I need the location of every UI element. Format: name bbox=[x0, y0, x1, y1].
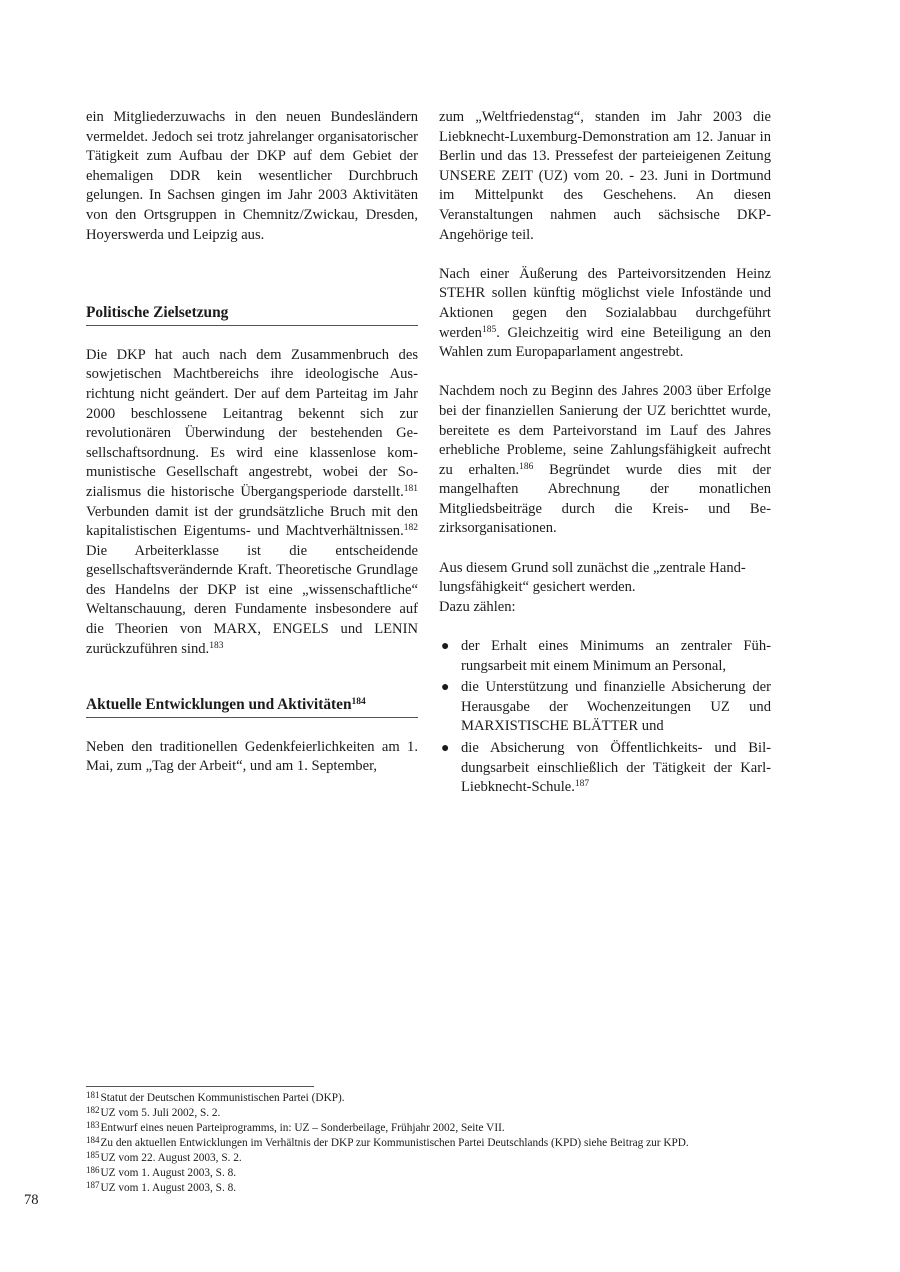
footnote-text: Zu den aktuellen Entwicklungen im Verhältnis der DKP zur Kommunistischen Partei Deutschlands (KPD) siehe Beitrag zur KPD. bbox=[100, 1137, 689, 1149]
heading-political-goals: Politische Zielsetzung bbox=[86, 303, 418, 326]
footnote-number: 185 bbox=[86, 1150, 100, 1160]
footnote-divider bbox=[86, 1086, 314, 1087]
footnote-183 bbox=[86, 1121, 806, 1136]
bullet-icon: ● bbox=[441, 680, 450, 696]
heading-text: Aktuelle Entwicklungen und Aktivitäten bbox=[86, 696, 352, 714]
text-segment: Nach einer Äußerung des Parteivorsitzenden Heinz STEHR sollen künftig möglichst viele Infostände und Aktionen gegen den Sozialabbau durchgeführt werden bbox=[439, 265, 771, 341]
text-segment: Begründet wurde dies mit der mangelhaften Abrechnung der monatlichen Mitgliedsbeiträge durch die Kreis- und Bezirksorganisationen. bbox=[439, 461, 771, 537]
text-segment: Aus diesem Grund soll zunächst die „zentrale Handlungsfähigkeit“ gesichert werden. bbox=[439, 559, 746, 596]
paragraph-central-capacity bbox=[439, 559, 771, 618]
footnote-number: 182 bbox=[86, 1105, 100, 1115]
bullet-list bbox=[439, 637, 771, 798]
footnote-ref-182[interactable]: 182 bbox=[403, 523, 418, 534]
footnote-181 bbox=[86, 1091, 806, 1106]
footnote-text: UZ vom 22. August 2003, S. 2. bbox=[100, 1152, 242, 1164]
footnotes bbox=[86, 1086, 806, 1196]
footnote-number: 183 bbox=[86, 1120, 100, 1130]
bullet-icon: ● bbox=[441, 639, 450, 655]
footnote-number: 184 bbox=[86, 1135, 100, 1145]
bullet-icon: ● bbox=[441, 741, 450, 756]
text-segment: Die Arbeiterklasse ist die entscheidende gesellschaftsverändernde Kraft. Theoretische Grundlage des Handelns der DKP ist eine „wissenschaftliche“ Weltanschauung, deren Fundamente insbesondere auf die Theorien von MARX, ENGELS und LENIN zurückzuführen sind. bbox=[86, 542, 418, 657]
list-item bbox=[439, 739, 771, 798]
paragraph-membership: ein Mitgliederzuwachs in den neuen Bundesländern vermeldet. Jedoch sei trotz jahrelanger organisatorischer Tätigkeit zum Aufbau der DKP auf dem Gebiet der ehemaligen DDR kein wesentlicher Durchbruch gelungen. In Sachsen gingen im Jahr 2003 Aktivitäten von den Ortsgruppen in Chemnitz/Zwickau, Dresden, Hoyerswerda und Leipzig aus. bbox=[86, 109, 418, 243]
left-column bbox=[86, 108, 418, 777]
paragraph-events-start: Neben den traditionellen Gedenkfeierlichkeiten am 1. Mai, zum „Tag der Arbeit“, und am 1. September, bbox=[86, 738, 418, 775]
text-segment: Nachdem noch zu Beginn des Jahres 2003 über Erfolge bei der finanziellen Sanierung der UZ berichttet wurde, bereitete es dem Parteivorstand im Lauf des Jahres erhebliche Probleme, seine Zahlungsfähigkeit aufrecht zu erhalten. bbox=[439, 383, 771, 478]
footnote-text: Entwurf eines neuen Parteiprogramms, in: UZ – Sonderbeilage, Frühjahr 2002, Seite VII. bbox=[100, 1122, 505, 1134]
paragraph-party-chair-statement bbox=[439, 265, 771, 363]
footnote-number: 181 bbox=[86, 1090, 100, 1100]
text-segment: Verbunden damit ist der grundsätzliche Bruch mit den kapitalistischen Eigentums- und Machtverhältnissen. bbox=[86, 503, 418, 540]
footnote-ref-183[interactable]: 183 bbox=[209, 640, 224, 651]
footnote-number: 187 bbox=[86, 1180, 100, 1190]
paragraph-political-goals bbox=[86, 346, 418, 660]
list-item bbox=[439, 637, 771, 676]
heading-current-developments bbox=[86, 695, 418, 718]
paragraph-finances bbox=[439, 382, 771, 539]
text-segment: Dazu zählen: bbox=[439, 598, 516, 615]
footnote-ref-187[interactable]: 187 bbox=[574, 779, 590, 790]
footnote-number: 186 bbox=[86, 1165, 100, 1175]
page-number: 78 bbox=[24, 1192, 39, 1208]
footnote-ref-184[interactable]: 184 bbox=[351, 697, 366, 708]
footnote-ref-186[interactable]: 186 bbox=[519, 461, 534, 472]
footnote-ref-181[interactable]: 181 bbox=[403, 483, 418, 494]
footnote-185 bbox=[86, 1151, 806, 1166]
footnote-text: Statut der Deutschen Kommunistischen Partei (DKP). bbox=[100, 1092, 345, 1104]
right-column bbox=[439, 108, 771, 798]
text-segment: . Gleichzeitig wird eine Beteiligung an den Wahlen zum Europaparlament angestrebt. bbox=[439, 324, 771, 361]
list-item-text: der Erhalt eines Minimums an zentraler Führungsarbeit mit einem Minimum an Personal, bbox=[461, 638, 771, 674]
list-item-text: die Unterstützung und finanzielle Absicherung der Herausgabe der Wochenzeitungen UZ und MARXISTISCHE BLÄTTER und bbox=[461, 679, 771, 735]
footnote-text: UZ vom 1. August 2003, S. 8. bbox=[100, 1182, 237, 1194]
list-item bbox=[439, 678, 771, 737]
paragraph-events-continued: zum „Weltfriedenstag“, standen im Jahr 2003 die Liebknecht-Luxemburg-Demonstration am 12. Januar in Berlin und das 13. Pressefest der parteieigenen Zeitung UNSERE ZEIT (UZ) vom 20. - 23. Juni in Dortmund im Mittelpunkt des Geschehens. An diesen Veranstaltungen nahmen auch sächsische DKP-Angehörige teil. bbox=[439, 109, 771, 243]
list-item-text: die Absicherung von Öffentlichkeits- und Bildungsarbeit einschließlich der Tätigkeit der Karl-Liebknecht-Schule. bbox=[461, 740, 771, 796]
footnote-184 bbox=[86, 1136, 806, 1151]
footnote-ref-185[interactable]: 185 bbox=[481, 324, 497, 335]
footnote-text: UZ vom 1. August 2003, S. 8. bbox=[100, 1167, 237, 1179]
footnote-187 bbox=[86, 1181, 806, 1196]
footnote-182 bbox=[86, 1106, 806, 1121]
footnote-186 bbox=[86, 1166, 806, 1181]
text-segment: Die DKP hat auch nach dem Zusammenbruch des sowjetischen Machtbereichs ihre ideologische Ausrichtung nicht geändert. Der auf dem Parteitag im Jahr 2000 beschlossene Leitantrag bekennt sich zur revolutionären Überwindung der bestehenden Gesellschaftsordnung. Es wird eine klassenlose kommunistische Gesellschaft angestrebt, wobei der Sozialismus die historische Übergangsperiode darstellt. bbox=[86, 346, 418, 500]
footnote-text: UZ vom 5. Juli 2002, S. 2. bbox=[100, 1107, 221, 1119]
